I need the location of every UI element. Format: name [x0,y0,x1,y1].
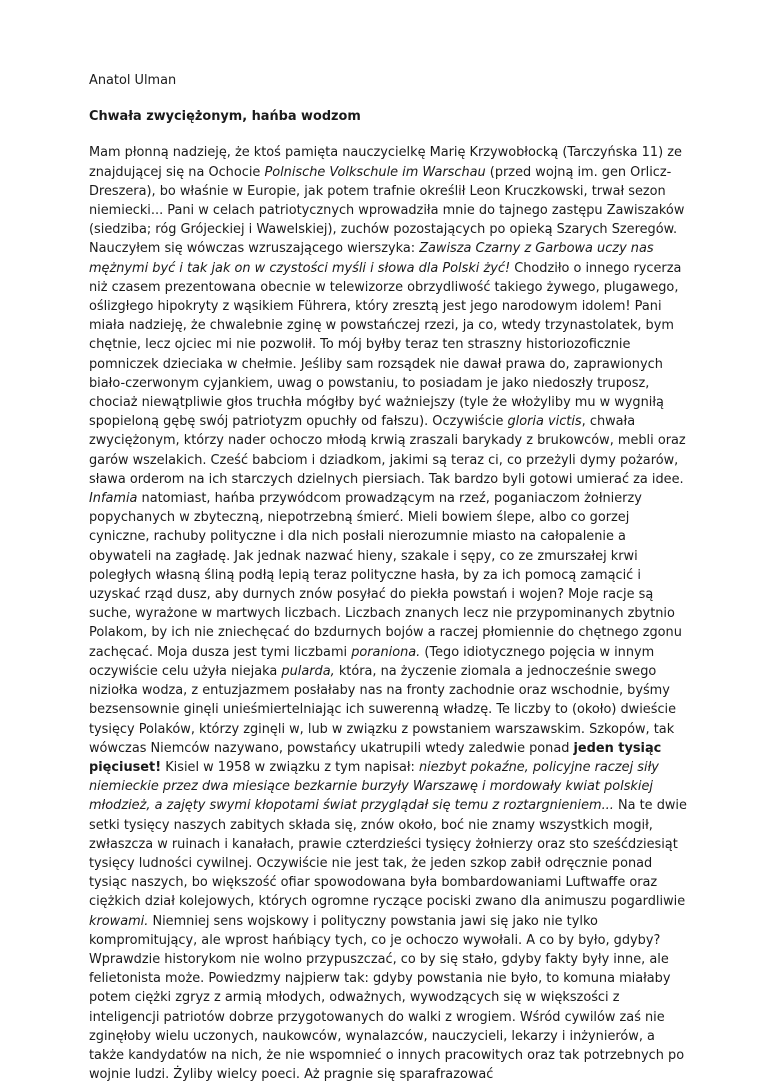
italic-text-segment: Polnische Volkschule im Warschau [264,164,486,180]
text-segment: (przed wojną im. gen Orlicz-Dreszera), bo właśnie w Europie, jak potem trafnie określił Leon Kruczkowski, trwał sezon niemiecki... Pani w celach patriotycznych wprowadziła mnie do tajnego zastępu Zawiszaków (siedziba; róg Grójeckiej i Wawelskiej), zuchów pozostających po opieką Szarych Szeregów. Nauczyłem się wówczas wzruszającego wierszyka: [89,164,685,257]
text-segment: natomiast, hańba przywódcom prowadzącym na rzeź, poganiaczom żołnierzy popychanych w zbyteczną, niepotrzebną śmierć. Mieli bowiem ślepe, albo co gorzej cyniczne, rachuby polityczne i dla nich posłali nierozumnie miasto na całopalenie a obywateli na zagładę. Jak jednak nazwać hieny, szakale i sępy, co ze zmurszałej krwi poległych własną śliną podłą lepią teraz polityczne hasła, by za ich pomocą zamącić i uzyskać rząd dusz, aby durnych znów posyłać do piekła powstań i wojen? Moje racje są suche, wyrażone w martwych liczbach. Liczbach znanych lecz nie przypominanych zbytnio Polakom, by ich nie zniechęcać do bzdurnych bojów a raczej płomiennie do chętnego zgonu zachęcać. Moja dusza jest tymi liczbami [89,491,682,660]
text-segment: Niemniej sens wojskowy i polityczny powstania jawi się jako nie tylko kompromitujący, ale wprost hańbiący tych, co je ochoczo wywołali. A co by było, gdyby? Wprawdzie historykom nie wolno przypuszczać, co by się stało, gdyby fakty były inne, ale felietonista może. Powiedzmy najpierw tak: gdyby powstania nie było, to komuna miałaby potem ciężki zgryz z armią młodych, odważnych, wywodzących się w większości z inteligencji patriotów dobrze przygotowanych do walki z wrogiem. Wśród cywilów zaś nie zginęłoby wielu uczonych, naukowców, wynalazców, nauczycieli, lekarzy i inżynierów, a także kandydatów na nich, że nie wspomnieć o innych pracowitych oraz tak potrzebnych po wojnie ludzi. Żyliby wielcy poeci. Aż pragnie się sparafrazować [89,913,685,1083]
italic-text-segment: Zawisza Czarny z Garbowa uczy nas mężnymi być i tak jak on w czystości myśli i słowa dla Polski żyć! [89,241,654,276]
italic-text-segment: niezbyt pokaźne, policyjne raczej siły niemieckie przez dwa miesiące bezkarnie burzyły Warszawę i mordowały kwiat polskiej młodzież, a zajęty swymi kłopotami świat przyglądał się temu z roztargnieniem... [89,759,659,814]
author-name: Anatol Ulman [89,73,177,88]
text-segment: Na te dwie setki tysięcy naszych zabitych składa się, znów około, boć nie znamy wszystkich mogił, zwłaszcza w ruinach i kanałach, prawie czterdzieści tysięcy żołnierzy oraz sto sześćdziesiąt tysięcy ludności cywilnej. Oczywiście nie jest tak, że jeden szkop zabił odręcznie ponad tysiąc naszych, bo większość ofiar spowodowana była bombardowaniami Luftwaffe oraz ciężkich dział kolejowych, których ogromne ryczące pociski zwano dla animuszu pogardliwie [89,798,687,910]
italic-text-segment: Infamia [89,491,138,507]
text-segment: Mam płonną nadzieję, że ktoś pamięta nauczycielkę Marię Krzywobłocką (Tarczyńska 11) ze znajdującej się na Ochocie [89,145,682,180]
text-segment: która, na życzenie ziomala a jednocześnie swego niziołka wodza, z entuzjazmem posłałaby nas na fronty zachodnie oraz wschodnie, byśmy bezsensownie ginęli unieśmiertelniając ich suwerenną władzę. Te liczby to (około) dwieście tysięcy Polaków, którzy zginęli w, lub w związku z powstaniem warszawskim. Szkopów, tak wówczas Niemców nazywano, powstańcy ukatrupili wtedy zaledwie ponad [89,663,677,756]
bold-text-segment: jeden tysiąc pięciuset! [89,740,662,775]
italic-text-segment: poraniona. [351,644,421,660]
text-segment: (Tego idiotycznego pojęcia w innym oczywiście celu użyła niejaka [89,644,655,679]
italic-text-segment: gloria victis [507,414,582,430]
text-segment: Chodziło o innego rycerza niż czasem prezentowana obecnie w telewizorze obrzydliwość takiego żywego, plugawego, oślizgłego hipokryty z wąsikiem Führera, który zresztą jest jego narodowym idolem! Pani miała nadzieję, że chwalebnie zginę w powstańczej rzezi, ja co, wtedy trzynastolatek, bym chętnie, lecz ojciec mi nie pozwolił. To mój byłby teraz ten straszny historiozoficznie pomniczek dzieciaka w chełmie. Jeśliby sam rozsądek nie dawał prawa do, zaprawionych biało-czerwonym cyjankiem, uwag o powstaniu, to posiadam je jako niedoszły truposz, chociaż niewątpliwie głos truchła mógłby być ważniejszy (tyle że włożyliby mu w wygniłą spopieloną gębę swój patriotyzm opuchły od fałszu). Oczywiście [89,260,682,430]
italic-text-segment: pularda, [281,663,335,679]
document-page [89,71,689,1084]
article-body [89,143,689,1084]
text-segment: Kisiel w 1958 w związku z tym napisał: [161,759,419,775]
article-title: Chwała zwyciężonym, hańba wodzom [89,109,361,125]
text-segment: , chwała zwyciężonym, którzy nader ochoczo młodą krwią zraszali barykady z brukowców, mebli oraz garów wszelakich. Cześć babciom i dziadkom, jakimi są teraz ci, co przeżyli dymy pożarów, sława orderom na ich starczych dzielnych piersiach. Tak bardzo byli gotowi umierać za idee. [89,414,686,487]
italic-text-segment: krowami. [89,913,149,929]
